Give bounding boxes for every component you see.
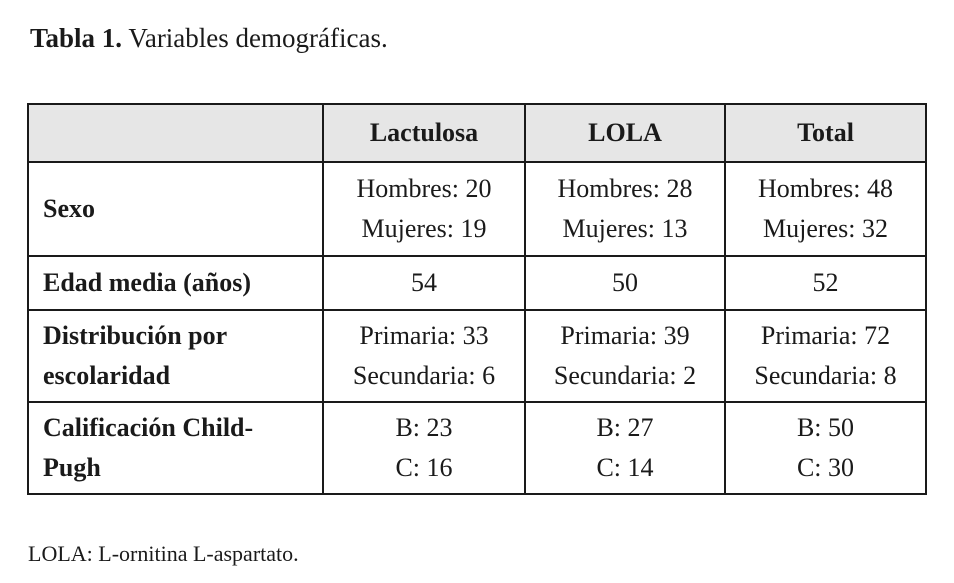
cell-line: B: 27 — [596, 413, 654, 442]
cell-line: 50 — [612, 268, 638, 297]
cell-escolaridad-lola — [525, 310, 725, 402]
header-cell-lola: LOLA — [525, 104, 725, 162]
table-header-row — [28, 104, 926, 162]
cell-line: Primaria: 72 — [760, 321, 891, 350]
demographics-table — [27, 103, 927, 495]
cell-child-pugh-lactulosa — [323, 402, 525, 494]
table-footnote: LOLA: L-ornitina L-aspartato. — [28, 541, 299, 566]
cell-line: C: 30 — [796, 453, 855, 482]
table-row-sexo — [28, 162, 926, 256]
row-label-sexo — [28, 162, 323, 256]
cell-line: C: 16 — [395, 453, 453, 482]
cell-child-pugh-lola — [525, 402, 725, 494]
header-cell-lactulosa: Lactulosa — [323, 104, 525, 162]
cell-line: Hombres: 20 — [356, 174, 492, 203]
row-label-child-pugh — [28, 402, 323, 494]
row-label-line: Distribución por — [43, 321, 228, 350]
cell-escolaridad-total — [725, 310, 926, 402]
header-cell-empty — [28, 104, 323, 162]
table-row-child-pugh — [28, 402, 926, 494]
cell-line: 52 — [812, 268, 839, 297]
row-label-line: Edad media (años) — [43, 268, 252, 297]
cell-line: Secundaria: 6 — [352, 361, 496, 390]
row-label-line: escolaridad — [43, 361, 171, 390]
table-row-escolaridad — [28, 310, 926, 402]
cell-line: 54 — [411, 268, 437, 297]
header-cell-total: Total — [725, 104, 926, 162]
table-caption-lead: Tabla 1. — [30, 23, 123, 53]
cell-line: B: 50 — [796, 413, 855, 442]
table-caption — [30, 20, 388, 56]
cell-sexo-lola — [525, 162, 725, 256]
cell-line: Hombres: 28 — [557, 174, 693, 203]
row-label-line: Pugh — [43, 453, 101, 482]
cell-line: Mujeres: 32 — [763, 214, 888, 243]
cell-line: Primaria: 33 — [359, 321, 489, 350]
cell-line: B: 23 — [395, 413, 453, 442]
table-row-edad — [28, 256, 926, 310]
cell-sexo-lactulosa — [323, 162, 525, 256]
cell-edad-lola — [525, 256, 725, 310]
cell-sexo-total — [725, 162, 926, 256]
cell-edad-lactulosa — [323, 256, 525, 310]
cell-escolaridad-lactulosa — [323, 310, 525, 402]
cell-line: Secundaria: 2 — [553, 361, 697, 390]
cell-child-pugh-total — [725, 402, 926, 494]
row-label-escolaridad — [28, 310, 323, 402]
row-label-line: Calificación Child- — [43, 413, 254, 442]
cell-line: C: 14 — [596, 453, 654, 482]
cell-line: Hombres: 48 — [757, 174, 894, 203]
row-label-edad — [28, 256, 323, 310]
table-caption-text: Variables demográficas. — [122, 23, 388, 53]
cell-line: Mujeres: 13 — [562, 214, 688, 243]
row-label-line: Sexo — [43, 194, 95, 223]
cell-line: Mujeres: 19 — [361, 214, 487, 243]
cell-line: Primaria: 39 — [560, 321, 690, 350]
cell-line: Secundaria: 8 — [754, 361, 897, 390]
cell-edad-total — [725, 256, 926, 310]
